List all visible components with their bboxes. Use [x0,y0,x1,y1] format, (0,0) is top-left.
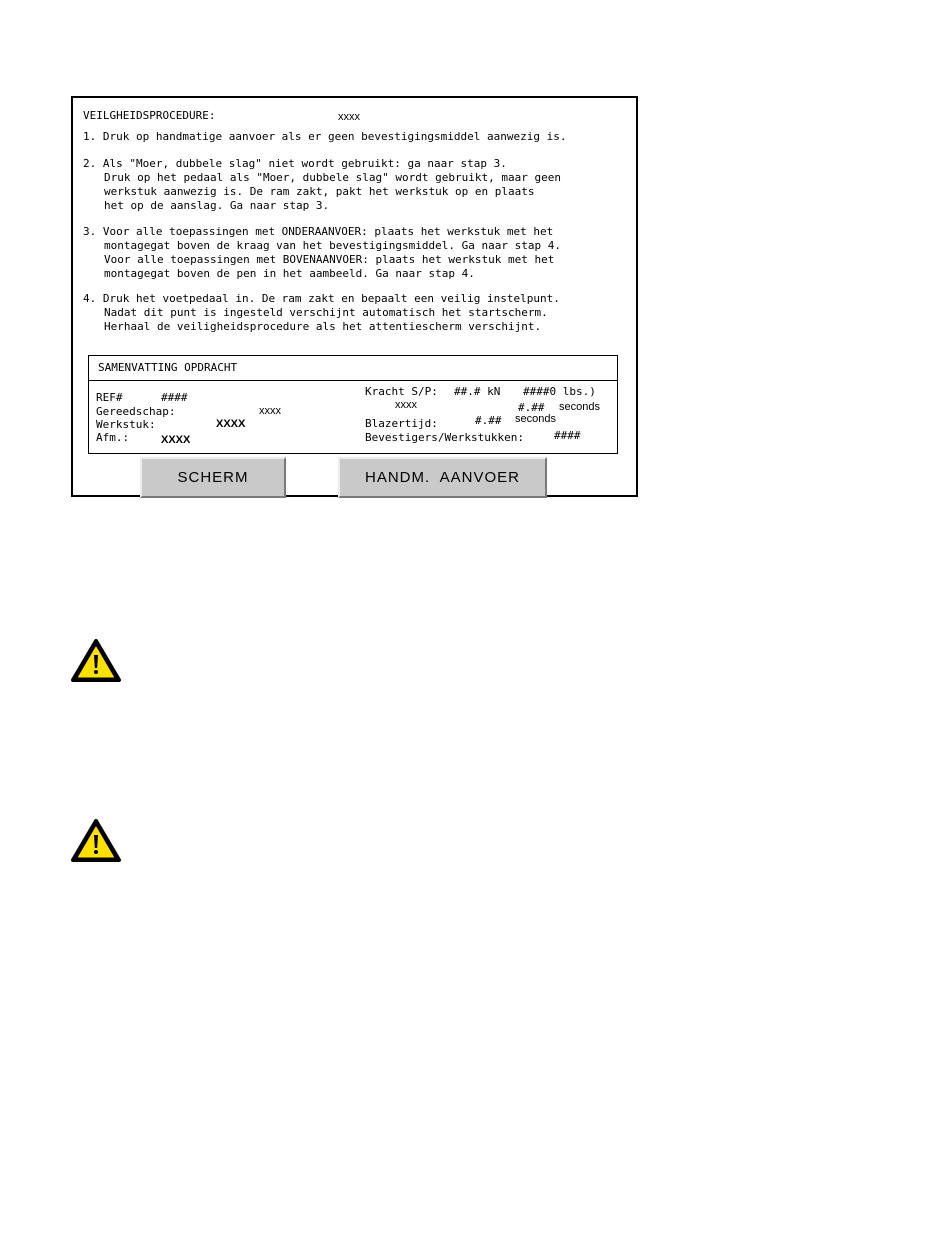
manual-feed-button[interactable]: HANDM. AANVOER [338,457,547,498]
step-2-line-1: 2. Als "Moer, dubbele slag" niet wordt gebruikt: ga naar stap 3. [83,157,507,170]
job-summary-header [89,356,617,381]
fastener-count-value: #### [554,429,581,442]
force-value: ##.# kN [454,385,501,398]
force-time-unit: seconds [559,401,600,413]
force-sub-value: xxxx [395,399,417,411]
workpiece-label: Werkstuk: [96,418,156,431]
screen-title-value: xxxx [338,111,360,123]
scherm-button[interactable]: SCHERM [140,457,286,498]
step-3-line-2: montagegat boven de kraag van het bevestigingsmiddel. Ga naar stap 4. [104,239,561,252]
dimension-value: XXXX [161,434,191,446]
screen-title: VEILGHEIDSPROCEDURE: [83,109,216,122]
safety-procedure-screen [71,96,638,497]
tool-label: Gereedschap: [96,405,176,418]
step-2 [83,157,561,213]
step-4-line-1: 4. Druk het voetpedaal in. De ram zakt en bepaalt een veilig instelpunt. [83,292,560,305]
step-3 [83,225,561,281]
ref-label: REF# [96,391,123,404]
blow-time-unit: seconds [515,413,556,425]
step-2-line-3: werkstuk aanwezig is. De ram zakt, pakt het werkstuk op en plaats [104,185,535,198]
blow-time-value: #.## [475,414,502,427]
blow-time-label: Blazertijd: [365,417,438,430]
step-2-line-2: Druk op het pedaal als "Moer, dubbele slag" wordt gebruikt, maar geen [104,171,561,184]
step-2-line-4: het op de aanslag. Ga naar stap 3. [104,199,330,212]
force-time-value: #.## [518,401,545,414]
step-3-line-3: Voor alle toepassingen met BOVENAANVOER: plaats het werkstuk met het [104,253,555,266]
dimension-label: Afm.: [96,431,130,444]
step-4-line-2: Nadat dit punt is ingesteld verschijnt automatisch het startscherm. [104,306,548,319]
step-1-text: 1. Druk op handmatige aanvoer als er geen bevestigingsmiddel aanwezig is. [83,130,567,143]
step-3-line-4: montagegat boven de pen in het aambeeld. Ga naar stap 4. [104,267,475,280]
workpiece-value: XXXX [216,418,246,430]
step-4-line-3: Herhaal de veiligheidsprocedure als het attentiescherm verschijnt. [104,320,542,333]
force-label: Kracht S/P: [365,385,438,398]
warning-triangle-icon [70,638,122,684]
force-lbs: ####0 lbs.) [523,385,596,398]
job-summary-title: SAMENVATTING OPDRACHT [98,361,238,374]
step-3-line-1: 3. Voor alle toepassingen met ONDERAANVOER: plaats het werkstuk met het [83,225,554,238]
tool-value: xxxx [259,405,281,417]
step-1 [83,130,566,144]
ref-value: #### [161,391,188,404]
job-summary-panel [88,355,618,454]
fastener-count-label: Bevestigers/Werkstukken: [365,431,524,444]
warning-triangle-icon [70,818,122,864]
step-4 [83,292,560,334]
